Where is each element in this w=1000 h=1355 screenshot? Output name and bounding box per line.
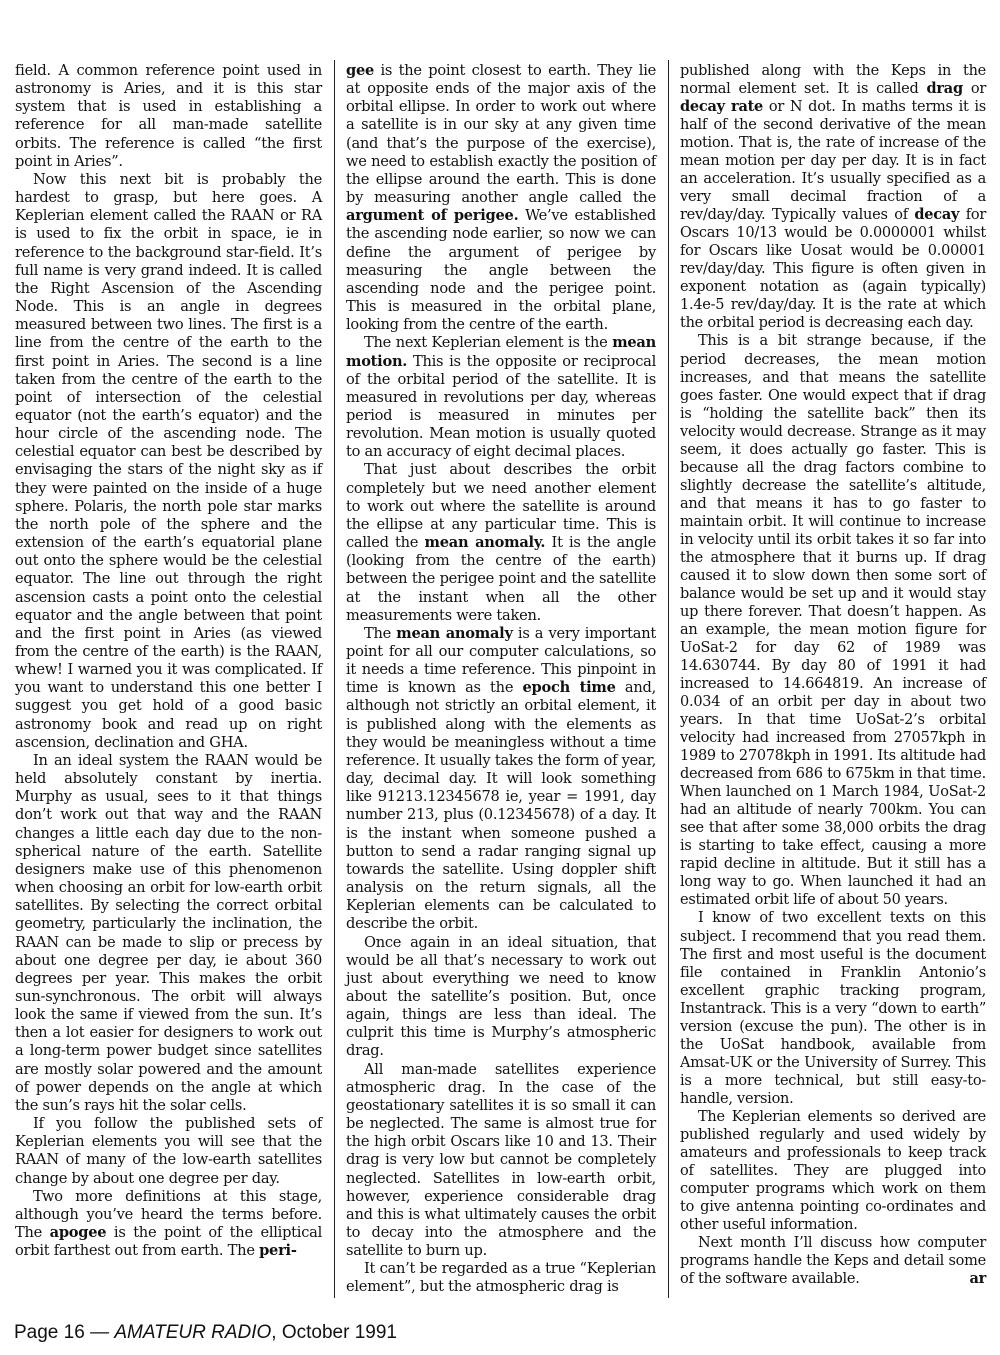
issue-date: , October 1991 [271,1322,397,1343]
text: The [364,624,397,642]
paragraph [346,625,656,934]
column-divider [334,60,335,1298]
column-1 [15,62,322,1260]
column-2 [346,62,656,1297]
text: is the point of the elliptical orbit farthest out from earth. The [15,1224,322,1260]
text: and, although not strictly an orbital element, it is published along with the elements as they would be meaningless without a time reference. It usually takes the form of year, day, decimal day. It will look something like 91213.12345678 ie, year = 1991, day number 213, plus (0.12345678) of a day. It is the instant when someone pushed a button to send a radar ranging signal up towards the satellite. Using doppler shift analysis on the return signals, all the Keplerian elements can be calculated to describe the orbit. [346,679,656,933]
paragraph: The Keplerian elements so derived are published regularly and used widely by amateurs and professionals to keep track of satellites. They are plugged into computer programs which work on them to give antenna pointing co-ordinates and other useful information. [680,1108,986,1233]
publication-name: AMATEUR RADIO [114,1322,272,1343]
text: or [962,81,986,98]
text: We’ve established the ascending node earlier, so now we can define the argument of perigee by measuring the angle between the ascending node and the perigee point. This is measured in the orbital plane, looking from the centre of the earth. [346,207,656,334]
paragraph: In an ideal system the RAAN would be held absolutely constant by inertia. Murphy as usual, sees to it that things don’t work out that way and the RAAN changes a little each day due to the non-spherical nature of the earth. Satellite designers make use of this phenomenon when choosing an orbit for low-earth orbit satellites. By selecting the correct orbital geometry, particularly the inclination, the RAAN can be made to slip or precess by about one degree per day, ie about 360 degrees per year. This makes the orbit sun-synchronous. The orbit will always look the same if viewed from the sun. It’s then a lot easier for designers to work out a long-term power budget since satellites are mostly solar powered and the amount of power depends on the angle at which the sun’s rays hit the solar cells. [15,751,322,1114]
term-perigee-start: peri- [259,1242,297,1260]
text: published along with the Keps in the normal element set. It is called [680,63,986,98]
column-divider [668,60,669,1298]
text: or N dot. In maths terms it is half of the second derivative of the mean motion. That is, the rate of increase of the mean motion per day per day. It is in fact an acceleration. It’s usually specified as a very small decimal fraction of a rev/day/day. Typically values of [680,99,986,224]
term-mean-anomaly: mean anomaly [396,624,513,642]
text: This is the opposite or reciprocal of the orbital period of the satellite. It is measured in revolutions per day, whereas period is measured in minutes per revolution. Mean motion is usually quoted to an accuracy of eight decimal places. [346,352,656,461]
text: The next Keplerian element is the [364,334,613,352]
text: is the point closest to earth. They lie at opposite ends of the major axis of the orbital ellipse. In order to work out where a satellite is in our sky at any given time (and that’s the purpose of the exercise), we need to establish exactly the position of the ellipse around the earth. This is done by measuring another angle called the [346,62,656,207]
paragraph: All man-made satellites experience atmospheric drag. In the case of the geostationary satellites it is so small it can be neglected. The same is almost true for the high orbit Oscars like 10 and 13. Their drag is very low but cannot be completely neglected. Satellites in low-earth orbit, however, experience considerable drag and this is what ultimately causes the orbit to decay into the atmosphere and the satellite to burn up. [346,1060,656,1260]
paragraph [346,62,656,334]
text: It is the angle (looking from the centre of the earth) between the perigee point and the satellite at the instant when all the other measurements were taken. [346,534,656,624]
paragraph: Once again in an ideal situation, that would be all that’s necessary to work out just about everything we need to know about the satellite’s position. But, once again, things are less than ideal. The culprit this time is Murphy’s atmospheric drag. [346,933,656,1060]
paragraph: field. A common reference point used in astronomy is Aries, and it is this star system that is used in establishing a reference for all man-made satellite orbits. The reference is called “the first point in Aries”. [15,62,322,170]
term-mean-anomaly: mean anomaly. [424,534,546,552]
term-drag: drag [926,80,963,98]
paragraph [346,334,656,461]
paragraph: If you follow the published sets of Keplerian elements you will see that the RAAN of many of the low-earth satellites change by about one degree per day. [15,1115,322,1187]
column-3 [680,62,986,1288]
text: for Oscars 10/13 would be 0.0000001 whilst for Oscars like Uosat would be 0.00001 rev/day/day. This figure is often given in exponent notation as (again typically) 1.4e-5 rev/day/day. It is the rate at which the orbital period is decreasing each day. [680,207,987,332]
paragraph [680,1234,986,1288]
paragraph: I know of two excellent texts on this subject. I recommend that you read them. The first and most useful is the document file contained in Franklin Antonio’s excellent graphic tracking program, Instantrack. This is a very “down to earth” version (excuse the pun). The other is in the UoSat handbook, available from Amsat-UK or the University of Surrey. This is a more technical, but still easy-to-handle, version. [680,910,986,1107]
term-decay: decay [914,206,960,224]
paragraph: Now this next bit is probably the hardest to grasp, but here goes. A Keplerian element called the RAAN or RA is used to fix the orbit in space, ie in reference to the background star-field. It’s full name is very grand indeed. It is called the Right Ascension of the Ascending Node. This is an angle in degrees measured between two lines. The first is a line from the centre of the earth to the first point in Aries. The second is a line taken from the centre of the earth to the point of intersection of the celestial equator (not the earth’s equator) and the hour circle of the ascending node. The celestial equator can best be described by envisaging the stars of the night sky as if they were painted on the inside of a huge sphere. Polaris, the north pole star marks the north pole of the sphere and the extension of the earth’s equatorial plane out onto the sphere would be the celestial equator. The line out through the right ascension casts a point onto the celestial equator and the angle between that point and the first point in Aries (as viewed from the centre of the earth) is the RAAN, whew! I warned you it was complicated. If you want to understand this one better I suggest you get hold of a good basic astronomy book and read up on right ascension, declination and GHA. [15,170,322,751]
paragraph: This is a bit strange because, if the period decreases, the mean motion increases, and that means the satellite goes faster. One would expect that if drag is “holding the satellite back” then its velocity would decrease. Strange as it may seem, it does actually go faster. This is because all the drag factors combine to slightly decrease the satellite’s altitude, and that means it has to go faster to maintain orbit. It will continue to increase in velocity until its orbit takes it so far into the atmosphere that it burns up. If drag caused it to slow down then some sort of balance would be set up and it would stay up there forever. That doesn’t happen. As an example, the mean motion figure for UoSat-2 for day 62 of 1989 was 14.630744. By day 80 of 1991 it had increased to 14.664819. An increase of 0.034 of an orbit per day in about two years. In that time UoSat-2’s orbital velocity had increased from 27057kph in 1989 to 27078kph in 1991. Its altitude had decreased from 686 to 675km in that time. When launched on 1 March 1984, UoSat-2 had an altitude of nearly 700km. You can see that after some 38,000 orbits the drag is starting to take effect, causing a more rapid decline in altitude. But it still has a long way to go. When launched it had an estimated orbit life of about 50 years. [680,333,986,909]
term-argument-of-perigee: argument of perigee. [346,207,519,225]
paragraph [346,461,656,624]
paragraph [15,1188,322,1261]
text: That just about describes the orbit completely but we need another element to work out where the satellite is around the ellipse at any particular time. This is called the [346,461,656,552]
text: Next month I’ll discuss how computer programs handle the Keps and detail some of the software available. [680,1235,986,1288]
paragraph [680,62,986,332]
term-mean-motion: mean motion. [346,334,656,370]
term-perigee-end: gee [346,62,375,79]
author-signoff: ar [969,1270,986,1288]
text: Two more definitions at this stage, although you’ve heard the terms before. The [15,1187,322,1241]
page-footer [14,1322,397,1344]
text: is a very important point for all our computer calculations, so it needs a time reference. This pinpoint in time is known as the [346,624,656,697]
term-epoch-time: epoch time [522,679,616,697]
term-apogee: apogee [49,1224,107,1241]
paragraph: It can’t be regarded as a true “Keplerian element”, but the atmospheric drag is [346,1260,656,1296]
page-number: Page 16 — [14,1322,115,1343]
term-decay-rate: decay rate [680,98,764,116]
